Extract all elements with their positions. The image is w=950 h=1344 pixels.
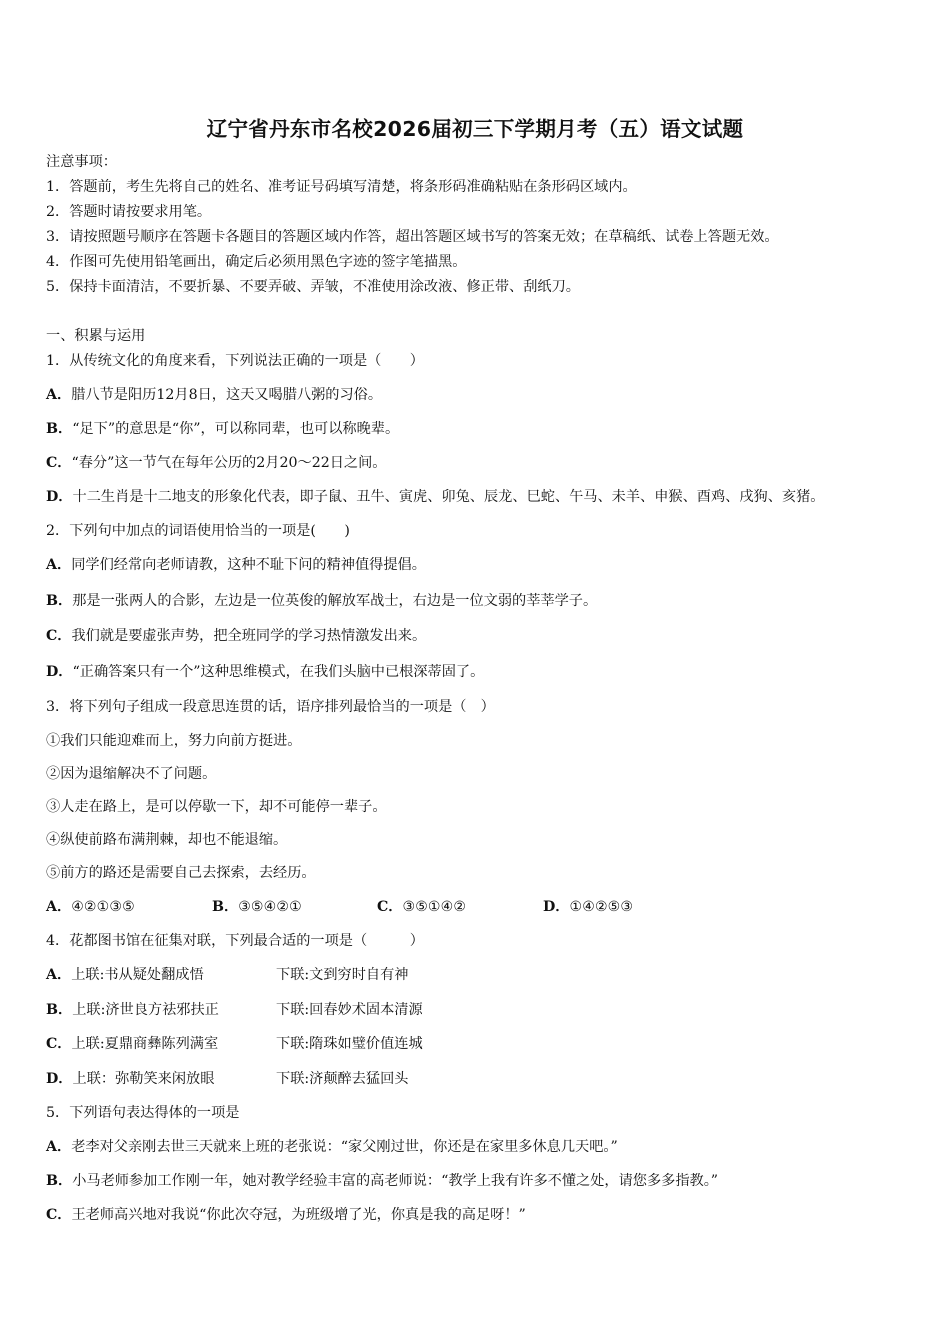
option-label: B． — [46, 593, 73, 609]
q3-option-a — [46, 898, 135, 916]
q3-sentence: ①我们只能迎难而上，努力向前方挺进。 — [46, 733, 302, 749]
option-label: A． — [46, 1139, 72, 1155]
option-label: A． — [46, 967, 72, 983]
q1-option-d — [46, 488, 824, 506]
option-label: B． — [46, 1002, 73, 1018]
upper-couplet: 上联:夏鼎商彝陈列满室 — [71, 1036, 219, 1052]
option-label: D． — [543, 899, 570, 915]
q4-option-b — [46, 1001, 219, 1019]
q3-sentence: ⑤前方的路还是需要自己去探索，去经历。 — [46, 865, 316, 881]
option-label: C． — [377, 899, 403, 915]
option-text: “春分”这一节气在每年公历的2月20～22日之间。 — [71, 455, 387, 471]
notice-item: 3．请按照题号顺序在答题卡各题目的答题区域内作答，超出答题区域书写的答案无效；在草稿纸、试卷上答题无效。 — [46, 229, 779, 245]
option-text: ④②①③⑤ — [71, 899, 135, 915]
q5-option-a — [46, 1138, 618, 1156]
option-text: 小马老师参加工作刚一年，她对教学经验丰富的高老师说：“教学上我有许多不懂之处，请您多多指教。” — [72, 1173, 719, 1189]
option-text: ①④②⑤③ — [569, 899, 634, 915]
option-label: C． — [46, 1207, 72, 1223]
notice-item: 2．答题时请按要求用笔。 — [46, 204, 212, 220]
option-label: A． — [46, 557, 72, 573]
option-text: “足下”的意思是“你”，可以称同辈，也可以称晚辈。 — [72, 421, 400, 437]
q3-sentence: ②因为退缩解决不了问题。 — [46, 766, 217, 782]
option-label: A． — [46, 387, 72, 403]
q2-option-c — [46, 627, 426, 645]
option-text: 腊八节是阳历12月8日，这天又喝腊八粥的习俗。 — [71, 387, 383, 403]
question-5-stem: 5．下列语句表达得体的一项是 — [46, 1105, 240, 1121]
upper-couplet: 上联：弥勒笑来闲放眼 — [72, 1071, 215, 1087]
notice-item: 5．保持卡面清洁，不要折暴、不要弄破、弄皱，不准使用涂改液、修正带、刮纸刀。 — [46, 279, 580, 295]
q1-option-a — [46, 386, 382, 404]
option-label: D． — [46, 489, 73, 505]
option-text: ③⑤①④② — [402, 899, 467, 915]
question-3-stem: 3．将下列句子组成一段意思连贯的话，语序排列最恰当的一项是（ ） — [46, 699, 495, 715]
question-2-stem: 2．下列句中加点的词语使用恰当的一项是( ) — [46, 523, 350, 539]
q5-option-c — [46, 1206, 526, 1224]
option-text: “正确答案只有一个”这种思维模式，在我们头脑中已根深蒂固了。 — [72, 664, 485, 680]
option-text: 老李对父亲刚去世三天就来上班的老张说：“家父刚过世，你还是在家里多休息几天吧。” — [71, 1139, 618, 1155]
q3-sentence: ③人走在路上，是可以停歇一下，却不可能停一辈子。 — [46, 799, 387, 815]
option-text: ③⑤④②① — [238, 899, 302, 915]
option-text: 王老师高兴地对我说“你此次夺冠，为班级增了光，你真是我的高足呀！” — [71, 1207, 526, 1223]
upper-couplet: 上联:书从疑处翻成悟 — [71, 967, 204, 983]
option-label: D． — [46, 664, 73, 680]
option-text: 那是一张两人的合影，左边是一位英俊的解放军战士，右边是一位文弱的莘莘学子。 — [72, 593, 598, 609]
option-label: C． — [46, 628, 72, 644]
q3-option-b — [212, 898, 302, 916]
option-label: A． — [46, 899, 72, 915]
q2-option-a — [46, 556, 426, 574]
upper-couplet: 上联:济世良方祛邪扶正 — [72, 1002, 219, 1018]
q1-option-c — [46, 454, 387, 472]
q4-option-c — [46, 1035, 218, 1053]
q1-option-b — [46, 420, 399, 438]
q3-sentence: ④纵使前路布满荆棘，却也不能退缩。 — [46, 832, 288, 848]
option-label: C． — [46, 1036, 72, 1052]
q4-option-a-lower: 下联:文到穷时自有神 — [276, 967, 409, 983]
section-heading: 一、积累与运用 — [46, 328, 146, 344]
option-text: 同学们经常向老师请教，这种不耻下问的精神值得提倡。 — [71, 557, 426, 573]
option-text: 十二生肖是十二地支的形象化代表，即子鼠、丑牛、寅虎、卯兔、辰龙、巳蛇、午马、未羊、申猴、酉鸡、戌狗、亥猪。 — [72, 489, 825, 505]
notice-heading: 注意事项： — [46, 154, 117, 170]
q4-option-c-lower: 下联:隋珠如璧价值连城 — [276, 1036, 423, 1052]
question-4-stem: 4．花都图书馆在征集对联，下列最合适的一项是（ ） — [46, 933, 424, 949]
q2-option-b — [46, 592, 597, 610]
notice-item: 1．答题前，考生先将自己的姓名、准考证号码填写清楚，将条形码准确粘贴在条形码区域内。 — [46, 179, 637, 195]
page-title: 辽宁省丹东市名校2026届初三下学期月考（五）语文试题 — [206, 117, 744, 141]
q4-option-d — [46, 1070, 214, 1088]
q4-option-d-lower: 下联:济颠醉去猛回头 — [276, 1071, 409, 1087]
option-label: D． — [46, 1071, 73, 1087]
q4-option-a — [46, 966, 204, 984]
notice-item: 4．作图可先使用铅笔画出，确定后必须用黑色字迹的签字笔描黑。 — [46, 254, 467, 270]
option-label: B． — [46, 1173, 73, 1189]
q3-option-d — [543, 898, 633, 916]
q3-option-c — [377, 898, 466, 916]
q4-option-b-lower: 下联:回春妙术固本清源 — [276, 1002, 423, 1018]
q5-option-b — [46, 1172, 718, 1190]
q2-option-d — [46, 663, 484, 681]
option-label: B． — [46, 421, 73, 437]
option-label: B． — [212, 899, 239, 915]
option-text: 我们就是要虚张声势，把全班同学的学习热情激发出来。 — [71, 628, 427, 644]
option-label: C． — [46, 455, 72, 471]
question-1-stem: 1．从传统文化的角度来看，下列说法正确的一项是（ ） — [46, 353, 424, 369]
